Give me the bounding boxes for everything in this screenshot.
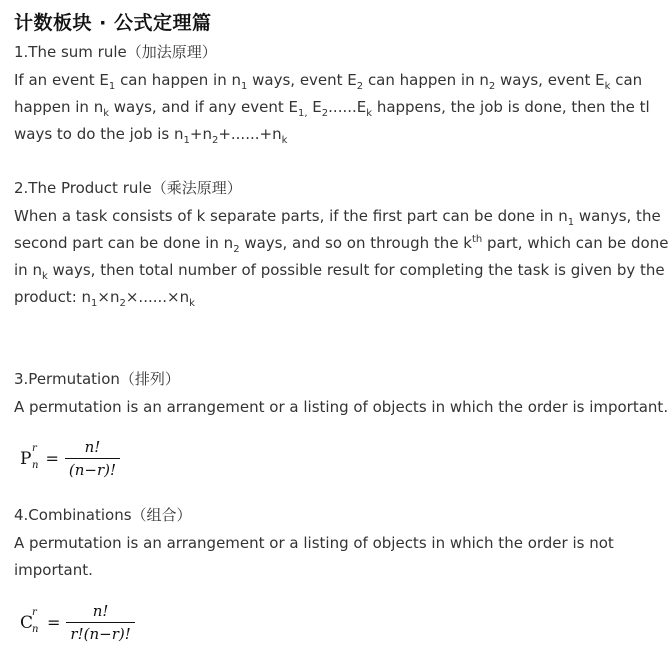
text-fragment: happen in n xyxy=(14,98,104,116)
formula-letter: C xyxy=(20,612,34,633)
text-fragment: ways, and so on through the k xyxy=(239,234,472,252)
subscript: 1 xyxy=(567,217,575,228)
text-fragment: ways, then total number of possible result for completing the task is given by the xyxy=(47,261,665,279)
permutation-heading-en: 3.Permutation xyxy=(14,370,120,388)
text-fragment: +n xyxy=(189,125,212,143)
formula-subscript: n xyxy=(32,459,39,471)
subscript: k xyxy=(41,271,48,282)
text-fragment: ways to do the job is n xyxy=(14,125,184,143)
combinations-heading-en: 4.Combinations xyxy=(14,506,132,524)
formula-superscript: r xyxy=(32,442,37,454)
formula-superscript: r xyxy=(32,606,37,618)
combinations-formula xyxy=(20,602,135,643)
formula-letter: P xyxy=(20,448,32,469)
combinations-heading xyxy=(14,505,192,525)
superscript: th xyxy=(472,234,483,245)
subscript: 1 xyxy=(183,135,190,146)
product-rule-line-3 xyxy=(14,260,665,280)
fraction-numerator: n! xyxy=(92,602,109,620)
subscript: 1 xyxy=(91,298,98,309)
combinations-definition-line-2: important. xyxy=(14,561,93,579)
document xyxy=(14,0,668,660)
subscript: 1 xyxy=(108,81,116,92)
text-fragment: second part can be done in n xyxy=(14,234,234,252)
subscript: k xyxy=(366,108,373,119)
combinations-definition-line-1: A permutation is an arrangement or a listing of objects in which the order is not xyxy=(14,534,614,552)
text-fragment: happens, the job is done, then the tl xyxy=(372,98,650,116)
subscript: 1, xyxy=(297,108,308,119)
equals-sign: = xyxy=(45,449,59,468)
text-fragment: ways, event E xyxy=(247,71,357,89)
text-fragment: can happen in n xyxy=(115,71,241,89)
sum-rule-line-1 xyxy=(14,70,642,90)
combinations-heading-cn: （组合） xyxy=(131,506,192,524)
text-fragment: If an event E xyxy=(14,71,109,89)
fraction-denominator: r!(n−r)! xyxy=(70,625,131,643)
text-fragment: E xyxy=(307,98,322,116)
subscript: 2 xyxy=(356,81,364,92)
subscript: k xyxy=(281,135,288,146)
subscript: k xyxy=(103,108,109,119)
text-fragment: ×n xyxy=(97,288,120,306)
formula-symbol xyxy=(20,442,39,471)
text-fragment: in n xyxy=(14,261,42,279)
text-fragment: ways, event E xyxy=(495,71,605,89)
sum-rule-heading xyxy=(14,42,217,62)
formula-fraction xyxy=(65,438,120,479)
formula-subscript: n xyxy=(32,623,39,635)
text-fragment: can happen in n xyxy=(363,71,489,89)
sum-rule-line-3 xyxy=(14,124,287,144)
subscript: k xyxy=(189,298,195,309)
permutation-heading-cn: （排列） xyxy=(119,370,180,388)
text-fragment: part, which can be done xyxy=(482,234,668,252)
subscript: 2 xyxy=(119,298,126,309)
permutation-definition: A permutation is an arrangement or a listing of objects in which the order is important. xyxy=(14,398,668,416)
sum-rule-heading-cn: （加法原理） xyxy=(126,43,217,61)
text-fragment: can xyxy=(610,71,643,89)
text-fragment: ......E xyxy=(328,98,367,116)
subscript: 1 xyxy=(240,81,248,92)
formula-fraction xyxy=(66,602,134,643)
sum-rule-line-2 xyxy=(14,97,650,117)
product-rule-heading-cn: （乘法原理） xyxy=(151,179,242,197)
page-title: 计数板块 · 公式定理篇 xyxy=(14,12,212,34)
subscript: 2 xyxy=(211,135,219,146)
product-rule-heading xyxy=(14,178,242,198)
sum-rule-heading-en: 1.The sum rule xyxy=(14,43,127,61)
equals-sign: = xyxy=(47,613,61,632)
text-fragment: +......+n xyxy=(218,125,282,143)
text-fragment: ×......×n xyxy=(125,288,190,306)
text-fragment: wanys, the xyxy=(574,207,661,225)
text-fragment: ways, and if any event E xyxy=(109,98,298,116)
fraction-numerator: n! xyxy=(84,438,101,456)
fraction-denominator: (n−r)! xyxy=(68,461,116,479)
permutation-heading xyxy=(14,369,180,389)
formula-symbol xyxy=(20,606,41,635)
subscript: k xyxy=(604,81,611,92)
subscript: 2 xyxy=(233,244,240,255)
subscript: 2 xyxy=(321,108,329,119)
product-rule-line-4 xyxy=(14,287,195,307)
permutation-formula xyxy=(20,438,120,479)
product-rule-line-1 xyxy=(14,206,661,226)
subscript: 2 xyxy=(488,81,496,92)
product-rule-heading-en: 2.The Product rule xyxy=(14,179,152,197)
text-fragment: product: n xyxy=(14,288,92,306)
text-fragment: When a task consists of k separate parts, if the first part can be done in n xyxy=(14,207,568,225)
product-rule-line-2 xyxy=(14,233,668,253)
